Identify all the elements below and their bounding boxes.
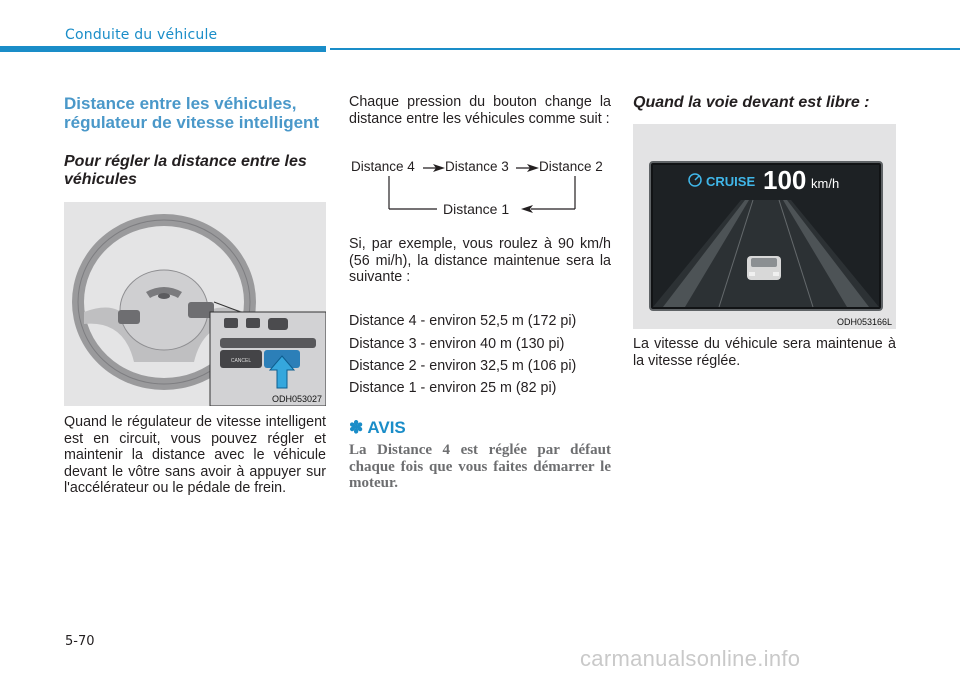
- svg-text:CANCEL: CANCEL: [230, 358, 252, 364]
- steering-wheel-illustration: [64, 202, 326, 406]
- paragraph-speed-maintained: La vitesse du véhicule sera maintenue à la vitesse réglée.: [633, 336, 896, 369]
- cluster-display-illustration: [633, 124, 896, 329]
- figure-code: ODH053027: [271, 394, 322, 404]
- distance-cycle-diagram: [349, 156, 611, 222]
- paragraph-example: Si, par exemple, vous roulez à 90 km/h (56 mi/h), la distance maintenue sera la suivante :: [349, 236, 611, 286]
- paragraph-button-press: Chaque pression du bouton change la distance entre les véhicules comme suit :: [349, 94, 611, 127]
- avis-text: La Distance 4 est réglée par défaut chaque fois que vous faites démarrer le moteur.: [349, 442, 611, 491]
- diagram-distance-2: Distance 2: [539, 159, 603, 174]
- header-rule-thin: [330, 48, 960, 50]
- avis-title: ✽ AVIS: [349, 418, 406, 437]
- section-heading: Distance entre les véhicules, régulateur de vitesse intelligent: [64, 94, 320, 132]
- section-header-title: Conduite du véhicule: [65, 27, 218, 43]
- steering-wheel-figure: [64, 202, 326, 406]
- cluster-display-figure: [633, 124, 896, 329]
- distance-line: Distance 2 - environ 32,5 m (106 pi): [349, 358, 577, 374]
- watermark: carmanualsonline.info: [580, 646, 801, 671]
- diagram-distance-3: Distance 3: [445, 159, 509, 174]
- distance-line: Distance 3 - environ 40 m (130 pi): [349, 336, 565, 352]
- figure-code: ODH053166L: [836, 317, 892, 327]
- page-number: 5-70: [65, 634, 95, 649]
- subheading-lane-clear: Quand la voie devant est libre :: [633, 94, 870, 111]
- subheading-distance: Pour régler la distance entre les véhicules: [64, 153, 307, 188]
- distance-line: Distance 4 - environ 52,5 m (172 pi): [349, 313, 577, 329]
- cruise-unit: km/h: [811, 176, 840, 191]
- diagram-distance-4: Distance 4: [351, 159, 415, 174]
- paragraph-intelligent-cruise: Quand le régulateur de vitesse intelligent est en circuit, vous pouvez régler et maintenir la distance avec le véhicule devant le vôtre sans avoir à appuyer sur l'accélérateur ou le pédale de frein.: [64, 414, 326, 497]
- cruise-label: CRUISE: [706, 174, 756, 189]
- diagram-distance-1: Distance 1: [443, 201, 510, 217]
- cruise-speed: 100: [763, 165, 807, 195]
- distance-line: Distance 1 - environ 25 m (82 pi): [349, 380, 557, 396]
- header-rule-thick: [0, 46, 326, 52]
